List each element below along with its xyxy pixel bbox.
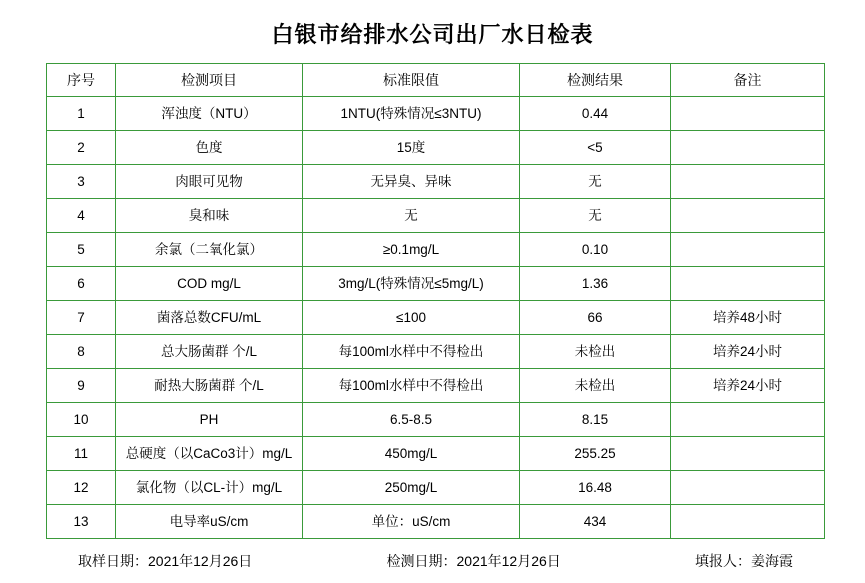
cell-remark: 培养48小时 bbox=[671, 301, 825, 335]
cell-result: 255.25 bbox=[520, 437, 671, 471]
table-row bbox=[47, 233, 825, 267]
page-title: 白银市给排水公司出厂水日检表 bbox=[271, 22, 594, 47]
cell-remark bbox=[671, 437, 825, 471]
table-row bbox=[47, 437, 825, 471]
column-header-std: 标准限值 bbox=[303, 64, 520, 97]
cell-no: 10 bbox=[47, 403, 116, 437]
cell-result: 未检出 bbox=[520, 369, 671, 403]
cell-remark bbox=[671, 131, 825, 165]
table-row bbox=[47, 199, 825, 233]
cell-no: 6 bbox=[47, 267, 116, 301]
cell-std: 每100ml水样中不得检出 bbox=[303, 369, 520, 403]
table-header bbox=[47, 64, 825, 97]
cell-item: 色度 bbox=[116, 131, 303, 165]
cell-remark: 培养24小时 bbox=[671, 369, 825, 403]
table-row bbox=[47, 471, 825, 505]
cell-remark bbox=[671, 233, 825, 267]
table-row bbox=[47, 97, 825, 131]
cell-std: ≥0.1mg/L bbox=[303, 233, 520, 267]
cell-std: 450mg/L bbox=[303, 437, 520, 471]
cell-item: 浑浊度（NTU） bbox=[116, 97, 303, 131]
cell-no: 9 bbox=[47, 369, 116, 403]
cell-item: COD mg/L bbox=[116, 267, 303, 301]
cell-no: 8 bbox=[47, 335, 116, 369]
cell-item: PH bbox=[116, 403, 303, 437]
cell-no: 12 bbox=[47, 471, 116, 505]
table-row bbox=[47, 369, 825, 403]
table-body bbox=[47, 97, 825, 539]
cell-item: 肉眼可见物 bbox=[116, 165, 303, 199]
table-row bbox=[47, 403, 825, 437]
water-quality-report-table bbox=[46, 63, 825, 539]
cell-result: 无 bbox=[520, 165, 671, 199]
testing-date: 检测日期：2021年12月26日 bbox=[386, 553, 561, 569]
cell-item: 氯化物（以CL-计）mg/L bbox=[116, 471, 303, 505]
column-header-no: 序号 bbox=[47, 64, 116, 97]
table-row bbox=[47, 267, 825, 301]
cell-result: <5 bbox=[520, 131, 671, 165]
cell-result: 8.15 bbox=[520, 403, 671, 437]
cell-std: ≤100 bbox=[303, 301, 520, 335]
cell-no: 5 bbox=[47, 233, 116, 267]
cell-no: 4 bbox=[47, 199, 116, 233]
cell-remark bbox=[671, 471, 825, 505]
cell-result: 16.48 bbox=[520, 471, 671, 505]
cell-result: 无 bbox=[520, 199, 671, 233]
cell-no: 7 bbox=[47, 301, 116, 335]
cell-item: 臭和味 bbox=[116, 199, 303, 233]
column-header-result: 检测结果 bbox=[520, 64, 671, 97]
cell-result: 0.10 bbox=[520, 233, 671, 267]
cell-no: 13 bbox=[47, 505, 116, 539]
cell-std: 6.5-8.5 bbox=[303, 403, 520, 437]
table-header-row bbox=[47, 64, 825, 97]
cell-result: 434 bbox=[520, 505, 671, 539]
cell-result: 0.44 bbox=[520, 97, 671, 131]
cell-remark bbox=[671, 403, 825, 437]
cell-item: 总大肠菌群 个/L bbox=[116, 335, 303, 369]
table-row bbox=[47, 335, 825, 369]
cell-std: 1NTU(特殊情况≤3NTU) bbox=[303, 97, 520, 131]
cell-item: 余氯（二氧化氯） bbox=[116, 233, 303, 267]
table-row bbox=[47, 131, 825, 165]
cell-remark: 培养24小时 bbox=[671, 335, 825, 369]
cell-result: 未检出 bbox=[520, 335, 671, 369]
column-header-remark: 备注 bbox=[671, 64, 825, 97]
cell-std: 无 bbox=[303, 199, 520, 233]
cell-no: 2 bbox=[47, 131, 116, 165]
cell-remark bbox=[671, 267, 825, 301]
cell-std: 每100ml水样中不得检出 bbox=[303, 335, 520, 369]
cell-no: 3 bbox=[47, 165, 116, 199]
cell-item: 总硬度（以CaCo3计）mg/L bbox=[116, 437, 303, 471]
cell-item: 耐热大肠菌群 个/L bbox=[116, 369, 303, 403]
document-footer bbox=[0, 551, 865, 571]
cell-remark bbox=[671, 97, 825, 131]
table-row bbox=[47, 505, 825, 539]
cell-result: 66 bbox=[520, 301, 671, 335]
cell-std: 15度 bbox=[303, 131, 520, 165]
cell-no: 1 bbox=[47, 97, 116, 131]
cell-std: 3mg/L(特殊情况≤5mg/L) bbox=[303, 267, 520, 301]
cell-remark bbox=[671, 199, 825, 233]
reporter-name: 填报人：姜海霞 bbox=[695, 553, 793, 569]
cell-item: 电导率uS/cm bbox=[116, 505, 303, 539]
column-header-item: 检测项目 bbox=[116, 64, 303, 97]
cell-std: 无异臭、异味 bbox=[303, 165, 520, 199]
cell-no: 11 bbox=[47, 437, 116, 471]
cell-std: 单位：uS/cm bbox=[303, 505, 520, 539]
cell-item: 菌落总数CFU/mL bbox=[116, 301, 303, 335]
table-row bbox=[47, 301, 825, 335]
table-row bbox=[47, 165, 825, 199]
cell-result: 1.36 bbox=[520, 267, 671, 301]
cell-std: 250mg/L bbox=[303, 471, 520, 505]
sampling-date: 取样日期：2021年12月26日 bbox=[78, 553, 253, 569]
cell-remark bbox=[671, 165, 825, 199]
report-table-container bbox=[0, 63, 865, 539]
cell-remark bbox=[671, 505, 825, 539]
